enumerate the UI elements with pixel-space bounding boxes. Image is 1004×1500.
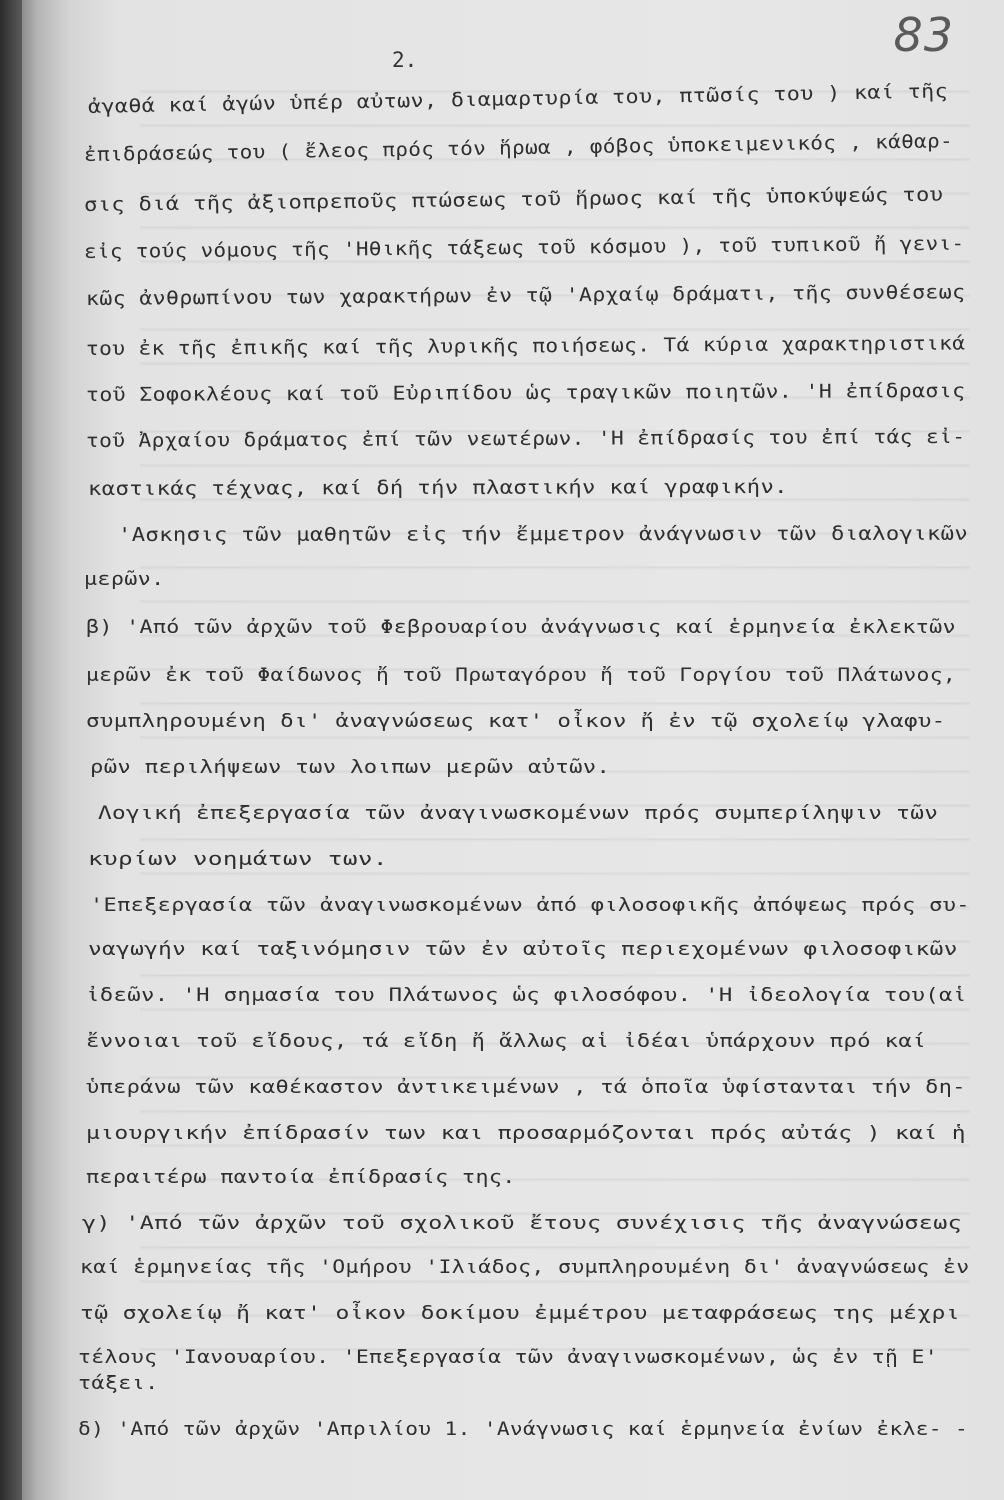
text-line: καί ἑρμηνείας τῆς 'Ομήρου 'Ιλιάδος, συμπληρουμένη δι' ἀναγνώσεως ἐν	[80, 1256, 970, 1278]
text-line: τοῦ Σοφοκλέους καί τοῦ Εὐριπίδου ὡς τραγικῶν ποιητῶν. 'Η ἐπίδρασις	[85, 379, 966, 406]
folio-number: 83	[893, 8, 954, 62]
text-line: μερῶν ἐκ τοῦ Φαίδωνος ἤ τοῦ Πρωταγόρου ἤ τοῦ Γοργίου τοῦ Πλάτωνος,	[86, 664, 957, 686]
text-line: κυρίων νοημάτων των.	[88, 848, 388, 870]
book-binding-shadow	[0, 0, 22, 1500]
text-line: γ) 'Από τῶν ἀρχῶν τοῦ σχολικοῦ ἔτους συνέχισις τῆς ἀναγνώσεως	[82, 1212, 963, 1234]
text-line: δ) 'Από τῶν ἀρχῶν 'Απριλίου 1. 'Ανάγνωσις καί ἑρμηνεία ἐνίων ἐκλε- -	[78, 1418, 969, 1440]
text-line: 'Επεξεργασία τῶν ἀναγινωσκομένων ἀπό φιλοσοφικῆς ἀπόψεως πρός συ-	[90, 894, 970, 916]
text-line: κῶς ἀνθρωπίνου των χαρακτήρων ἐν τῷ 'Αρχαίῳ δράματι, τῆς συνθέσεως	[85, 281, 966, 310]
text-line: ἔννοιαι τοῦ εἴδους, τά εἴδη ἤ ἄλλως αἱ ἰδέαι ὑπάρχουν πρό καί	[86, 1030, 926, 1052]
text-line: τοῦ Ἀρχαίου δράματος ἐπί τῶν νεωτέρων. 'Η ἐπίδρασίς του ἐπί τάς εἰ-	[85, 425, 966, 452]
text-line: 'Ασκησις τῶν μαθητῶν εἰς τήν ἔμμετρον ἀνάγνωσιν τῶν διαλογικῶν	[117, 522, 969, 546]
text-line: τῷ σχολείῳ ἤ κατ' οἶκον δοκίμου ἐμμέτρου μεταφράσεως της μέχρι	[80, 1302, 960, 1324]
page-number: 2.	[392, 48, 418, 72]
text-line: ἐπιδράσεώς του ( ἔλεος πρός τόν ἥρωα , φόβος ὑποκειμενικός , κάθαρ-	[83, 130, 954, 166]
text-line: ναγωγήν καί ταξινόμησιν τῶν ἐν αὐτοῖς περιεχομένων φιλοσοφικῶν	[88, 938, 958, 960]
text-line: μερῶν.	[84, 568, 165, 590]
text-line: καστικάς τέχνας, καί δή τήν πλαστικήν καί γραφικήν.	[87, 475, 788, 500]
text-line: εἰς τούς νόμους τῆς 'Ηθικῆς τάξεως τοῦ κόσμου ), τοῦ τυπικοῦ ἤ γενι-	[83, 232, 965, 263]
text-line: ἀγαθά καί ἀγών ὑπέρ αὐτων, διαμαρτυρία του, πτῶσίς του ) καί τῆς	[87, 80, 949, 118]
text-line: τέλους 'Ιανουαρίου. 'Επεξεργασία τῶν ἀναγινωσκομένων, ὡς ἐν τῇ Ε'	[78, 1346, 938, 1368]
text-line: σις διά τῆς ἀξιοπρεποῦς πτώσεως τοῦ ἥρωος καί τῆς ὑποκύψεώς του	[83, 183, 944, 216]
text-line: μιουργικήν ἐπίδρασίν των και προσαρμόζονται πρός αὐτάς ) καί ἡ	[86, 1122, 966, 1144]
text-line: β) 'Από τῶν ἀρχῶν τοῦ Φεβρουαρίου ἀνάγνωσις καί ἑρμηνεία ἐκλεκτῶν	[86, 616, 956, 638]
text-line: τάξει.	[78, 1372, 159, 1394]
text-line: ρῶν περιλήψεων των λοιπων μερῶν αὐτῶν.	[90, 756, 611, 778]
text-line: περαιτέρω παντοία ἐπίδρασίς της.	[86, 1166, 516, 1188]
text-line: ὑπεράνω τῶν καθέκαστον ἀντικειμένων , τά ὁποῖα ὑφίστανται τήν δη-	[86, 1076, 966, 1098]
text-line: του ἐκ τῆς ἐπικῆς καί τῆς λυρικῆς ποιήσεως. Τά κύρια χαρακτηριστικά	[85, 332, 966, 360]
text-line: ἰδεῶν. 'Η σημασία του Πλάτωνος ὡς φιλοσόφου. 'Η ἰδεολογία του(αἱ	[86, 984, 967, 1006]
text-line: Λογική ἐπεξεργασία τῶν ἀναγινωσκομένων πρός συμπερίληψιν τῶν	[98, 802, 939, 824]
text-line: συμπληρουμένη δι' ἀναγνώσεως κατ' οἶκον ἤ ἐν τῷ σχολείῳ γλαφυ-	[86, 710, 946, 732]
